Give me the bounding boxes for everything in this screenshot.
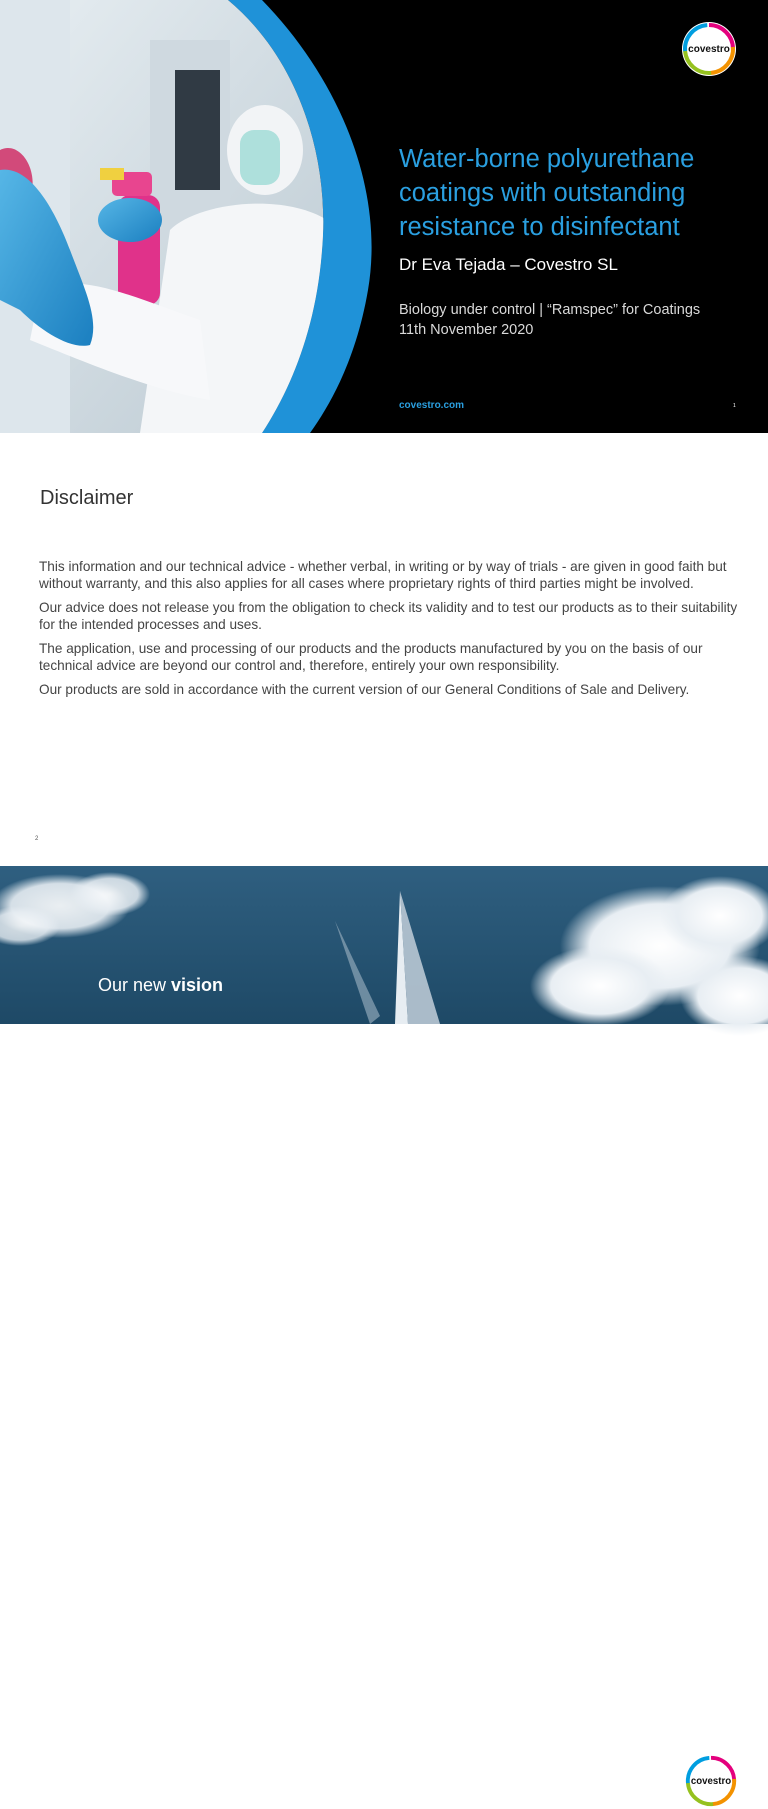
slide-heading: Disclaimer bbox=[40, 487, 134, 509]
sky-photo-image bbox=[0, 866, 768, 1024]
event-date: 11th November 2020 bbox=[399, 321, 534, 338]
vision-slide bbox=[0, 866, 768, 1787]
title-slide bbox=[0, 0, 768, 433]
vision-bold: vision bbox=[171, 975, 224, 995]
covestro-logo bbox=[683, 1753, 739, 1809]
presenter-name: Dr Eva Tejada – Covestro SL bbox=[399, 255, 618, 274]
vision-prefix: Our new bbox=[98, 975, 172, 995]
disclaimer-slide bbox=[0, 433, 768, 866]
disclaimer-paragraph: The application, use and processing of our products and the products manufactured by you on the basis of our technical advice are beyond our control and, therefore, entirely your own responsibility. bbox=[39, 641, 703, 673]
page-number: 2 bbox=[35, 836, 39, 842]
cleaning-photo-image bbox=[0, 0, 360, 433]
vision-heading bbox=[98, 975, 223, 996]
disclaimer-paragraph: This information and our technical advice - whether verbal, in writing or by way of trials - are given in good faith but without warranty, and this also applies for all cases where proprietary rights of third parties might be involved. bbox=[39, 559, 727, 591]
logo-text: covestro bbox=[690, 1775, 732, 1787]
event-info bbox=[399, 301, 700, 340]
covestro-logo bbox=[680, 20, 738, 78]
disclaimer-paragraph: Our products are sold in accordance with the current version of our General Conditions of Sale and Delivery. bbox=[39, 682, 690, 697]
covestro-ring-logo-icon bbox=[680, 20, 738, 78]
presentation-title: Water-borne polyurethane coatings with outstanding resistance to disinfectant bbox=[399, 145, 695, 241]
disclaimer-text bbox=[39, 558, 739, 705]
disclaimer-paragraph: Our advice does not release you from the obligation to check its validity and to test our products as to their suitability for the intended processes and uses. bbox=[39, 600, 738, 632]
event-line-1: Biology under control | “Ramspec” for Coatings bbox=[399, 302, 701, 318]
logo-text: covestro bbox=[688, 44, 730, 55]
page-number: 1 bbox=[733, 403, 736, 409]
website-link[interactable]: covestro.com bbox=[399, 400, 465, 411]
covestro-ring-logo-icon bbox=[683, 1753, 739, 1809]
